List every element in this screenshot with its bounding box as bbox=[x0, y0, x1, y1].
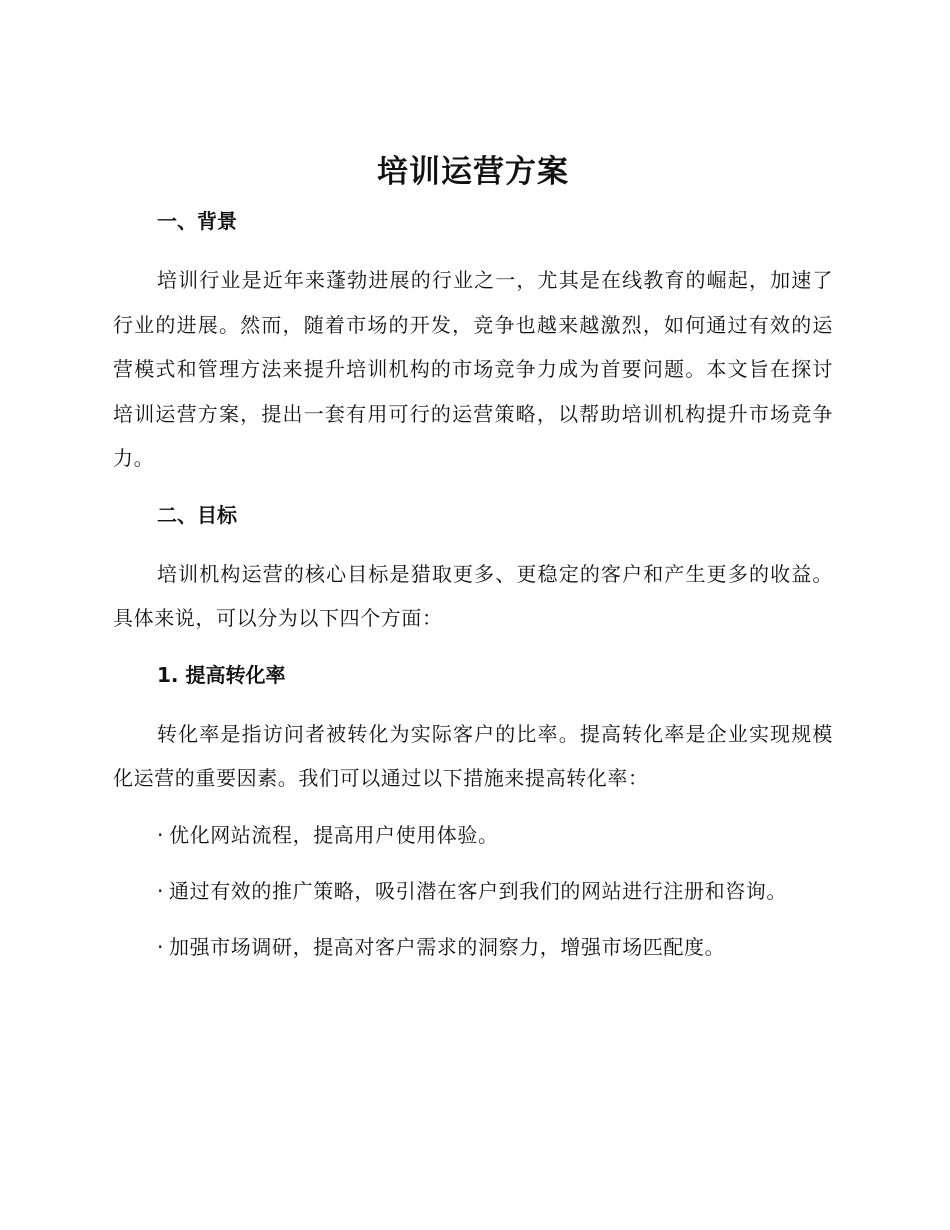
background-paragraph: 培训行业是近年来蓬勃进展的行业之一，尤其是在线教育的崛起，加速了行业的进展。然而，随着市场的开发，竞争也越来越激烈，如何通过有效的运营模式和管理方法来提升培训机构的市场竞争力成为首要问题。本文旨在探讨培训运营方案，提出一套有用可行的运营策略，以帮助培训机构提升市场竞争力。 bbox=[113, 268, 833, 470]
conversion-paragraph: 转化率是指访问者被转化为实际客户的比率。提高转化率是企业实现规模化运营的重要因素。我们可以通过以下措施来提高转化率： bbox=[113, 721, 833, 790]
bullet-text: 通过有效的推广策略，吸引潜在客户到我们的网站进行注册和咨询。 bbox=[169, 878, 787, 903]
goals-paragraph: 培训机构运营的核心目标是猎取更多、更稳定的客户和产生更多的收益。具体来说，可以分为以下四个方面： bbox=[113, 561, 833, 630]
bullet-marker: · bbox=[157, 878, 164, 903]
document-body bbox=[113, 150, 833, 988]
bullet-marker: · bbox=[157, 934, 164, 959]
bullet-marker: · bbox=[157, 822, 164, 847]
list-item bbox=[113, 932, 833, 962]
subsection-heading-conversion: 1. 提高转化率 bbox=[157, 662, 286, 687]
section-heading-background: 一、背景 bbox=[157, 209, 237, 233]
bullet-text: 优化网站流程，提高用户使用体验。 bbox=[169, 822, 499, 847]
bullet-text: 加强市场调研，提高对客户需求的洞察力，增强市场匹配度。 bbox=[169, 934, 726, 959]
list-item bbox=[113, 820, 833, 850]
document-title: 培训运营方案 bbox=[377, 154, 569, 190]
list-item bbox=[113, 876, 833, 906]
section-heading-goals: 二、目标 bbox=[157, 502, 237, 527]
